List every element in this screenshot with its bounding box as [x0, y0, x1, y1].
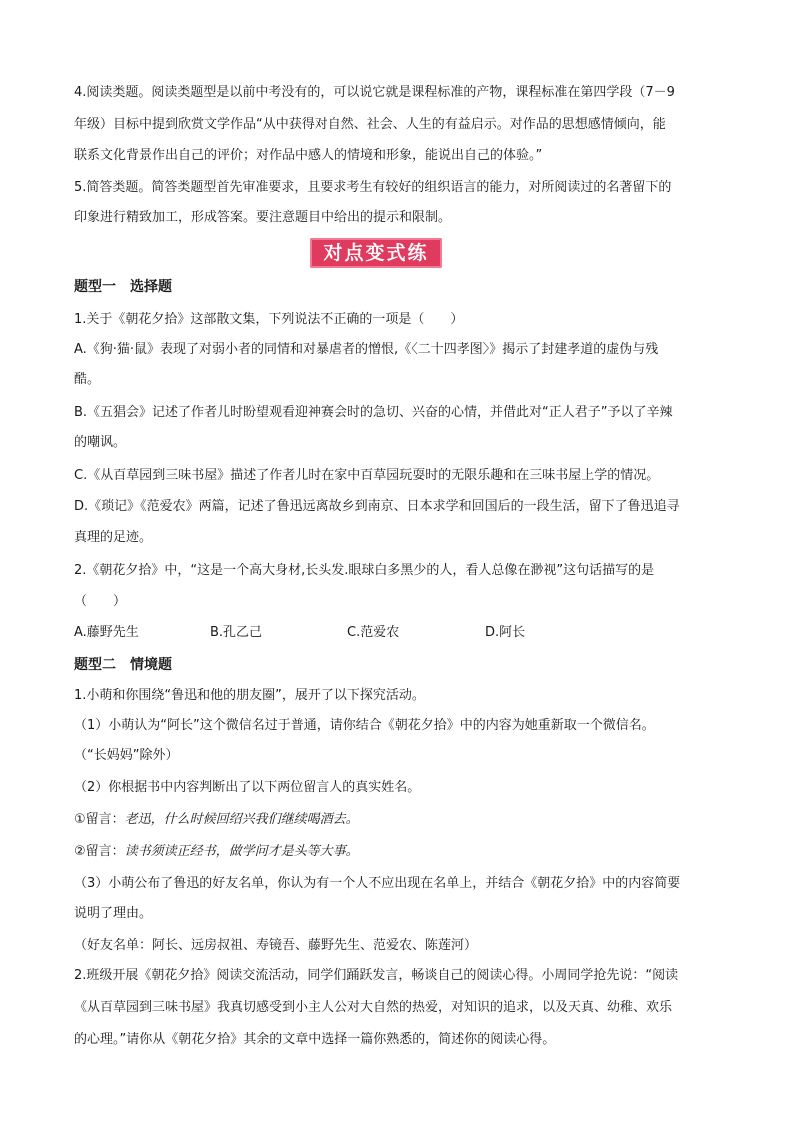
- answer-option-d: D.阿长: [485, 625, 526, 640]
- answer-option-a: A.藤野先生: [74, 625, 139, 640]
- sub-question-1-line-2: （“长妈妈”除外）: [74, 748, 179, 763]
- scenario-question-1: 1.小萌和你围绕“鲁迅和他的朋友圈”，展开了以下探究活动。: [74, 688, 425, 703]
- answer-option-b: B.孔乙己: [210, 625, 263, 640]
- section-heading-choice: 题型一 选择题: [74, 279, 172, 295]
- sub-question-2: （2）你根据书中内容判断出了以下两位留言人的真实姓名。: [74, 780, 421, 795]
- message-2-text: 读书须读正经书，做学问才是头等大事。: [124, 844, 359, 859]
- scenario-question-2-line-1: 2.班级开展《朝花夕拾》阅读交流活动，同学们踊跃发言，畅谈自己的阅读心得。小周同学抢先说：“阅读: [74, 968, 679, 983]
- intro-line-1: 4.阅读类题。阅读类题型是以前中考没有的，可以说它就是课程标准的产物，课程标准在第四学段（7－9: [74, 85, 675, 100]
- message-2-label: ②留言：: [74, 844, 125, 859]
- message-1: [74, 810, 724, 830]
- sub-question-3-line-1: （3）小萌公布了鲁迅的好友名单，你认为有一个人不应出现在名单上，并结合《朝花夕拾》中的内容简要: [74, 876, 681, 891]
- friend-list: （好友名单：阿长、远房叔祖、寿镜吾、藤野先生、范爱农、陈莲河）: [74, 938, 478, 953]
- option-c-line-1: C.《从百草园到三味书屋》描述了作者儿时在家中百草园玩耍时的无限乐趣和在三味书屋上学的情况。: [74, 468, 660, 483]
- intro-line-4: 5.简答类题。简答类题型首先审准要求，且要求考生有较好的组织语言的能力，对所阅读过的名著留下的: [74, 180, 672, 195]
- option-a-line-1: A.《狗·猫·鼠》表现了对弱小者的同情和对暴虐者的憎恨,《〈二十四孝图〉》揭示了封建孝道的虚伪与残: [74, 342, 659, 357]
- question-2-line-1: 2.《朝花夕拾》中，“这是一个高大身材,长头发.眼球白多黑少的人，看人总像在渺视”这句话描写的是: [74, 563, 655, 578]
- sub-question-3-line-2: 说明了理由。: [74, 906, 153, 921]
- option-b-line-1: B.《五猖会》记述了作者儿时盼望观看迎神赛会时的急切、兴奋的心情，并借此对“正人君子”予以了辛辣: [74, 405, 673, 420]
- intro-line-3: 联系文化背景作出自己的评价；对作品中感人的情境和形象，能说出自己的体验。”: [74, 148, 543, 163]
- intro-line-5: 印象进行精致加工，形成答案。要注意题目中给出的提示和限制。: [74, 210, 452, 225]
- practice-banner: 对点变式练: [310, 238, 442, 268]
- option-d-line-2: 真理的足迹。: [74, 530, 153, 545]
- message-2: [74, 842, 724, 862]
- scenario-question-2-line-3: 的心理。”请你从《朝花夕拾》其余的文章中选择一篇你熟悉的，简述你的阅读心得。: [74, 1032, 556, 1047]
- section-heading-scenario: 题型二 情境题: [74, 657, 172, 673]
- message-1-label: ①留言：: [74, 812, 125, 827]
- option-a-line-2: 酷。: [74, 372, 101, 387]
- question-2-line-2: （ ）: [74, 594, 127, 609]
- message-1-text: 老迅，什么时候回绍兴我们继续喝酒去。: [124, 812, 359, 827]
- question-1: 1.关于《朝花夕拾》这部散文集，下列说法不正确的一项是（ ）: [74, 312, 464, 327]
- intro-line-2: 年级）目标中提到欣赏文学作品“从中获得对自然、社会、人生的有益启示。对作品的思想感情倾向，能: [74, 117, 666, 132]
- scenario-question-2-line-2: 《从百草园到三味书屋》我真切感受到小主人公对大自然的热爱，对知识的追求，以及天真、幼稚、欢乐: [74, 1000, 673, 1015]
- sub-question-1-line-1: （1）小萌认为“阿长”这个微信名过于普通，请你结合《朝花夕拾》中的内容为她重新取一个微信名。: [74, 718, 655, 733]
- option-b-line-2: 的嘲讽。: [74, 435, 127, 450]
- answer-option-c: C.范爱农: [347, 625, 400, 640]
- option-d-line-1: D.《琐记》《范爱农》两篇，记述了鲁迅远离故乡到南京、日本求学和回国后的一段生活，留下了鲁迅追寻: [74, 499, 680, 514]
